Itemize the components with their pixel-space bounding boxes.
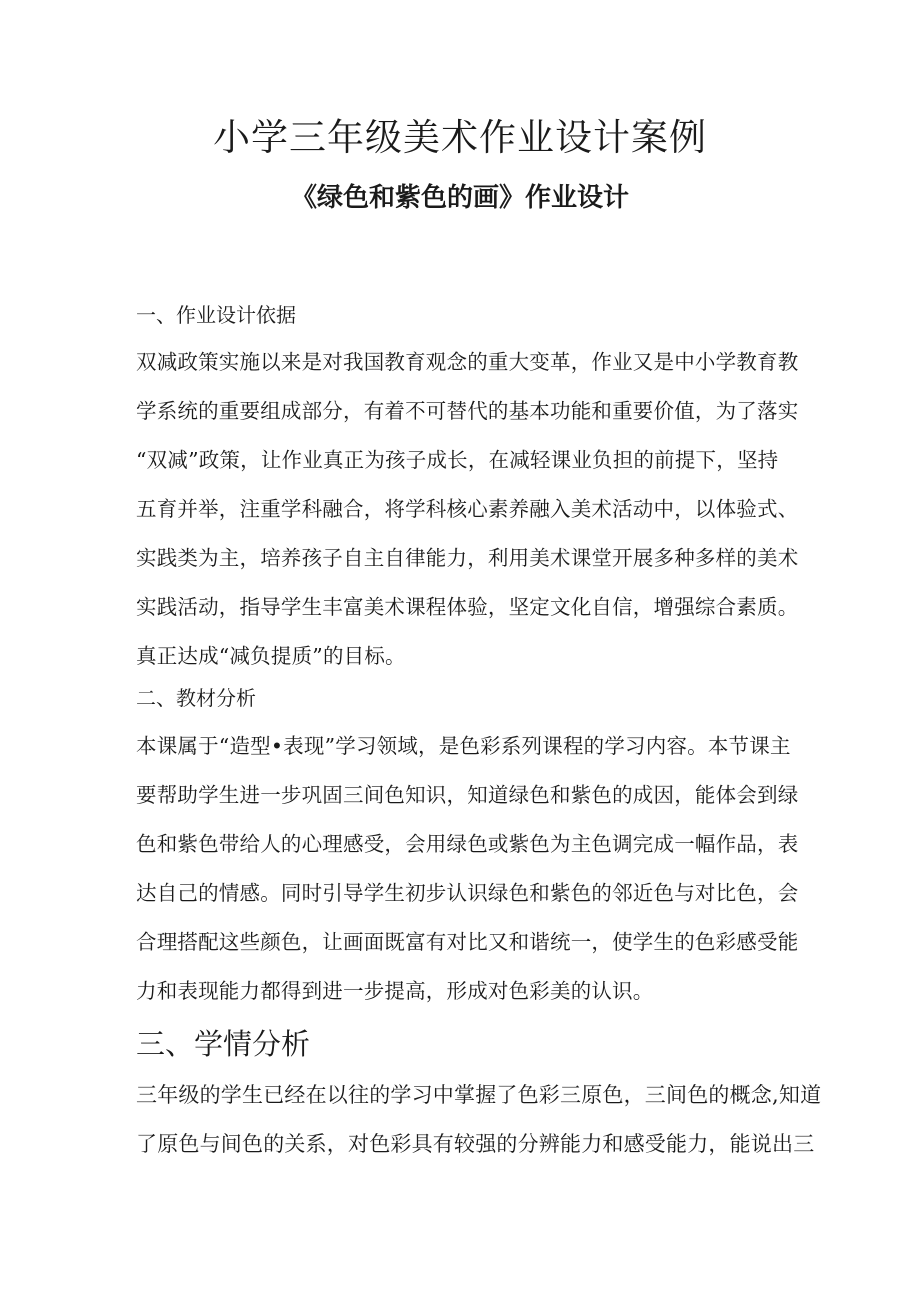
section-heading-basis: 一、作业设计依据 — [136, 303, 296, 327]
paragraph-line: 本课属于“造型•表现”学习领域，是色彩系列课程的学习内容。本节课主 — [136, 734, 791, 758]
paragraph-line: 真正达成“减负提质”的目标。 — [136, 644, 406, 668]
paragraph-line: 学系统的重要组成部分，有着不可替代的基本功能和重要价值，为了落实 — [136, 399, 799, 423]
section-heading-textbook: 二、教材分析 — [136, 686, 256, 710]
paragraph-line: 达自己的情感。同时引导学生初步认识绿色和紫色的邻近色与对比色，会 — [136, 881, 799, 905]
section-paragraph-students — [136, 1071, 822, 1169]
paragraph-line: 了原色与间色的关系，对色彩具有较强的分辨能力和感受能力，能说出三 — [136, 1132, 815, 1156]
page-subtitle: 《绿色和紫色的画》作业设计 — [290, 183, 629, 213]
page-title: 小学三年级美术作业设计案例 — [213, 116, 707, 159]
paragraph-line: 实践类为主，培养孩子自主自律能力，利用美术课堂开展多种多样的美术 — [136, 546, 799, 570]
section-paragraph-basis — [136, 338, 799, 681]
paragraph-line: 要帮助学生进一步巩固三间色知识，知道绿色和紫色的成因，能体会到绿 — [136, 783, 799, 807]
section-heading-students: 三、学情分析 — [136, 1027, 311, 1061]
paragraph-line: 三年级的学生已经在以往的学习中掌握了色彩三原色，三间色的概念,知道 — [136, 1083, 822, 1107]
paragraph-line: 色和紫色带给人的心理感受，会用绿色或紫色为主色调完成一幅作品，表 — [136, 832, 799, 856]
paragraph-line: 合理搭配这些颜色，让画面既富有对比又和谐统一，使学生的色彩感受能 — [136, 930, 799, 954]
paragraph-line: 实践活动，指导学生丰富美术课程体验，坚定文化自信，增强综合素质。 — [136, 595, 799, 619]
paragraph-line: 力和表现能力都得到进一步提高，形成对色彩美的认识。 — [136, 979, 654, 1003]
paragraph-line: 双减政策实施以来是对我国教育观念的重大变革，作业又是中小学教育教 — [136, 350, 799, 374]
paragraph-line: 五育并举，注重学科融合，将学科核心素养融入美术活动中，以体验式、 — [136, 497, 799, 521]
paragraph-line: “双减”政策，让作业真正为孩子成长，在减轻课业负担的前提下，坚持 — [136, 448, 779, 472]
section-paragraph-textbook — [136, 722, 799, 1016]
